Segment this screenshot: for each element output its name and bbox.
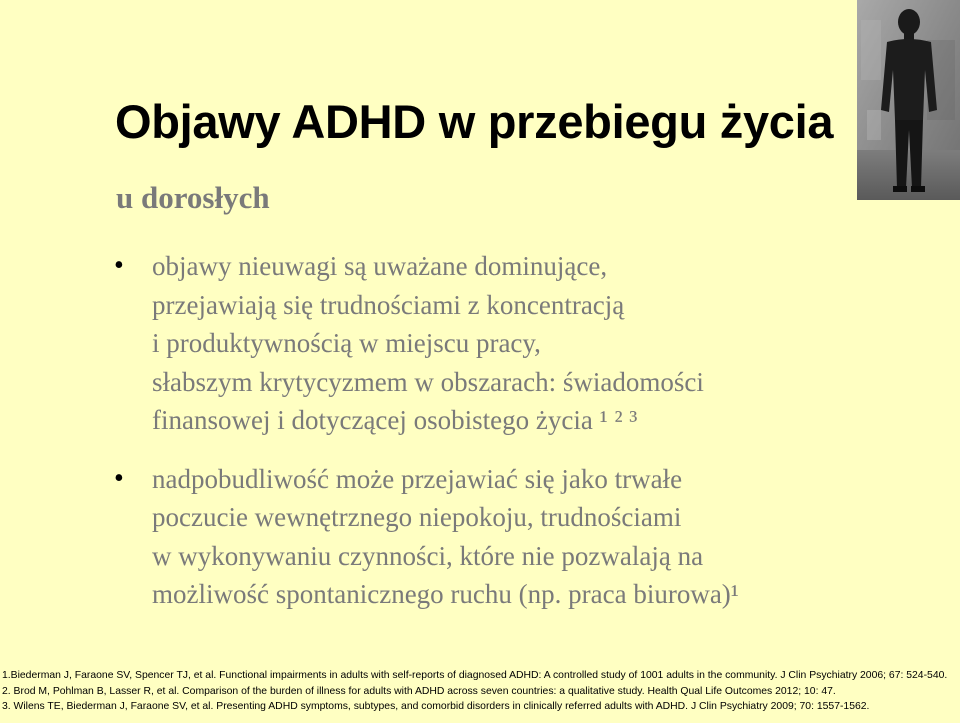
bullet-line: nadpobudliwość może przejawiać się jako trwałe: [152, 463, 683, 494]
page-title: Objawy ADHD w przebiegu życia: [115, 95, 834, 148]
reference-item: 1.Biederman J, Faraone SV, Spencer TJ, et al. Functional impairments in adults with self-reports of diagnosed ADHD: A controlled study of 1001 adults in the community. J Clin Psychiatry 2006; 67: 524-540.: [2, 670, 948, 681]
bullet-line: przejawiają się trudnościami z koncentracją: [152, 289, 625, 320]
bullet-line: poczucie wewnętrznego niepokoju, trudnościami: [152, 502, 682, 532]
bullet-line: w wykonywaniu czynności, które nie pozwalają na: [152, 540, 704, 571]
reference-item: 2. Brod M, Pohlman B, Lasser R, et al. Comparison of the burden of illness for adults with ADHD across seven countries: a qualitative study. Health Qual Life Outcomes 2012; 10: 47.: [2, 685, 836, 697]
bullet-item: [114, 460, 854, 614]
bullet-line: możliwość spontanicznego ruchu (np. praca biurowa)¹: [152, 579, 739, 609]
bullet-list: [114, 247, 854, 634]
bullet-line: objawy nieuwagi są uważane dominujące,: [152, 251, 608, 281]
standing-man-photo-icon: [857, 0, 960, 200]
bullet-line: finansowej i dotyczącej osobistego życia ¹ ² ³: [152, 405, 638, 435]
references: [2, 668, 954, 715]
bullet-dot-icon: •: [114, 250, 124, 281]
bullet-dot-icon: •: [114, 462, 124, 494]
bullet-item: [114, 247, 854, 440]
bullet-line: słabszym krytycyzmem w obszarach: świadomości: [152, 366, 704, 397]
subtitle: u dorosłych: [116, 180, 270, 215]
bullet-line: i produktywnością w miejscu pracy,: [152, 328, 541, 358]
reference-item: 3. Wilens TE, Biederman J, Faraone SV, et al. Presenting ADHD symptoms, subtypes, and comorbid disorders in clinically referred adults with ADHD. J Clin Psychiatry 2009; 70: 1557-1562.: [2, 701, 870, 713]
